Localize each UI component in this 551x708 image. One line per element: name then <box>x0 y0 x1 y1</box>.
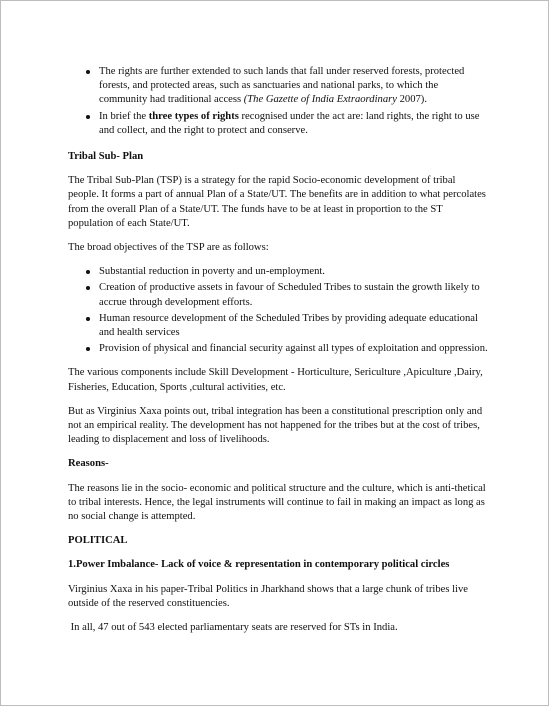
list-item: Human resource development of the Scheduled Tribes by providing adequate educational and health services <box>99 312 488 340</box>
paragraph-objectives-intro: The broad objectives of the TSP are as follows: <box>68 242 269 254</box>
section-heading-reasons: Reasons- <box>68 458 109 470</box>
paragraph-xaxa: But as Virginius Xaxa points out, tribal integration has been a constitutional prescription only and not an empirical reality. The development has not happened for the tribes but at the cost of tribes, leading to displacement and loss of livelihoods. <box>68 405 483 446</box>
paragraph-seats: In all, 47 out of 543 elected parliamentary seats are reserved for STs in India. <box>68 622 398 634</box>
list-item <box>99 110 488 138</box>
bullet-text-tail: 2007). <box>396 94 427 106</box>
paragraph-components: The various components include Skill Development - Horticulture, Sericulture ,Apiculture ,Dairy, Fisheries, Education, Sports ,cultural activities, etc. <box>68 367 483 393</box>
section-heading-political: POLITICAL <box>68 535 128 547</box>
bullet-text: The rights are further extended to such lands that fall under reserved forests, protected forests, and protected areas, such as sanctuaries and national parks, to which the community had traditional access <box>99 66 465 106</box>
bullet-text-tail: recognised under the act are: land rights, the right to use and collect, and the right to protect and conserve. <box>99 110 480 136</box>
section-heading-tribal-sub-plan: Tribal Sub- Plan <box>68 151 144 163</box>
paragraph-reasons: The reasons lie in the socio- economic and political structure and the culture, which is anti-thetical to tribal interests. Hence, the legal instruments will continue to fail in making an impact as long as no social change is attempted. <box>68 482 486 523</box>
list-item: Substantial reduction in poverty and un-employment. <box>99 265 488 279</box>
list-item: Provision of physical and financial security against all types of exploitation and oppression. <box>99 342 488 356</box>
list-item <box>99 65 488 108</box>
rights-bullet-list <box>68 65 488 138</box>
citation-italic: (The Gazette of India Extraordinary <box>243 94 397 106</box>
bold-phrase: three types of rights <box>148 110 239 122</box>
list-item: Creation of productive assets in favour of Scheduled Tribes to sustain the growth likely to accrue through development efforts. <box>99 281 488 309</box>
paragraph-jharkhand: Virginius Xaxa in his paper-Tribal Politics in Jharkhand shows that a large chunk of tribes live outside of the reserved constituencies. <box>68 583 468 609</box>
bullet-text: In brief the <box>99 110 149 122</box>
objectives-bullet-list <box>68 265 488 356</box>
page-content <box>68 65 488 645</box>
subheading-power-imbalance: 1.Power Imbalance- Lack of voice & representation in contemporary political circles <box>68 559 450 571</box>
paragraph-tsp: The Tribal Sub-Plan (TSP) is a strategy for the rapid Socio-economic development of tribal people. It forms a part of annual Plan of a State/UT. The benefits are in addition to what percolates from the overall Plan of a State/UT. The funds have to be at least in proportion to the ST population of each State/UT. <box>68 175 486 229</box>
